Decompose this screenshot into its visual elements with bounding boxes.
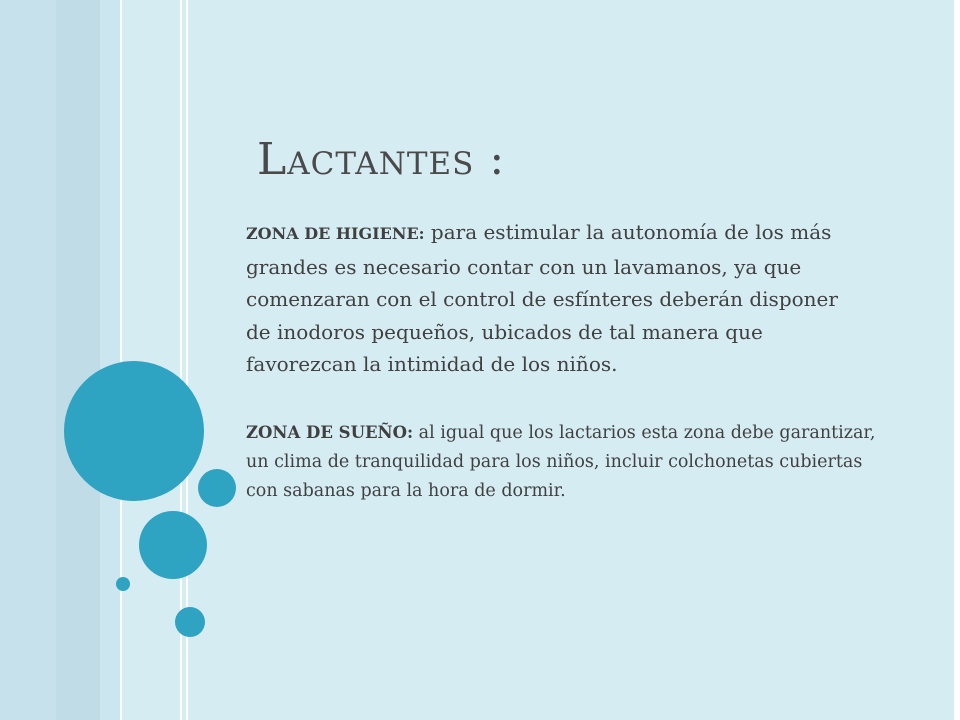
paragraph-label: ZONA DE HIGIENE:: [246, 224, 425, 243]
paragraph-label: ZONA DE SUEÑO:: [246, 423, 414, 442]
decor-circle-large: [64, 361, 204, 501]
decor-right-line: [954, 0, 960, 720]
decor-circle-small: [175, 607, 205, 637]
decor-band: [100, 0, 120, 720]
decor-line: [120, 0, 122, 720]
paragraph-sueno: [246, 418, 876, 506]
paragraph-text: al igual que los lactarios esta zona debe garantizar, un clima de tranquilidad para los niños, incluir colchonetas cubiertas con sabanas para la hora de dormir.: [246, 423, 876, 501]
slide-title: Lactantes :: [257, 134, 506, 185]
decor-circle-small: [198, 469, 236, 507]
paragraph-higiene: [246, 216, 866, 381]
decor-circle-medium: [139, 511, 207, 579]
paragraph-text: para estimular la autonomía de los más grandes es necesario contar con un lavamanos, ya que comenzaran con el control de esfínteres deberán disponer de inodoros pequeños, ubicados de tal manera que favorezcan la intimidad de los niños.: [246, 220, 838, 376]
decor-circle-dot: [116, 577, 130, 591]
decor-band: [0, 0, 56, 720]
decor-band: [56, 0, 100, 720]
